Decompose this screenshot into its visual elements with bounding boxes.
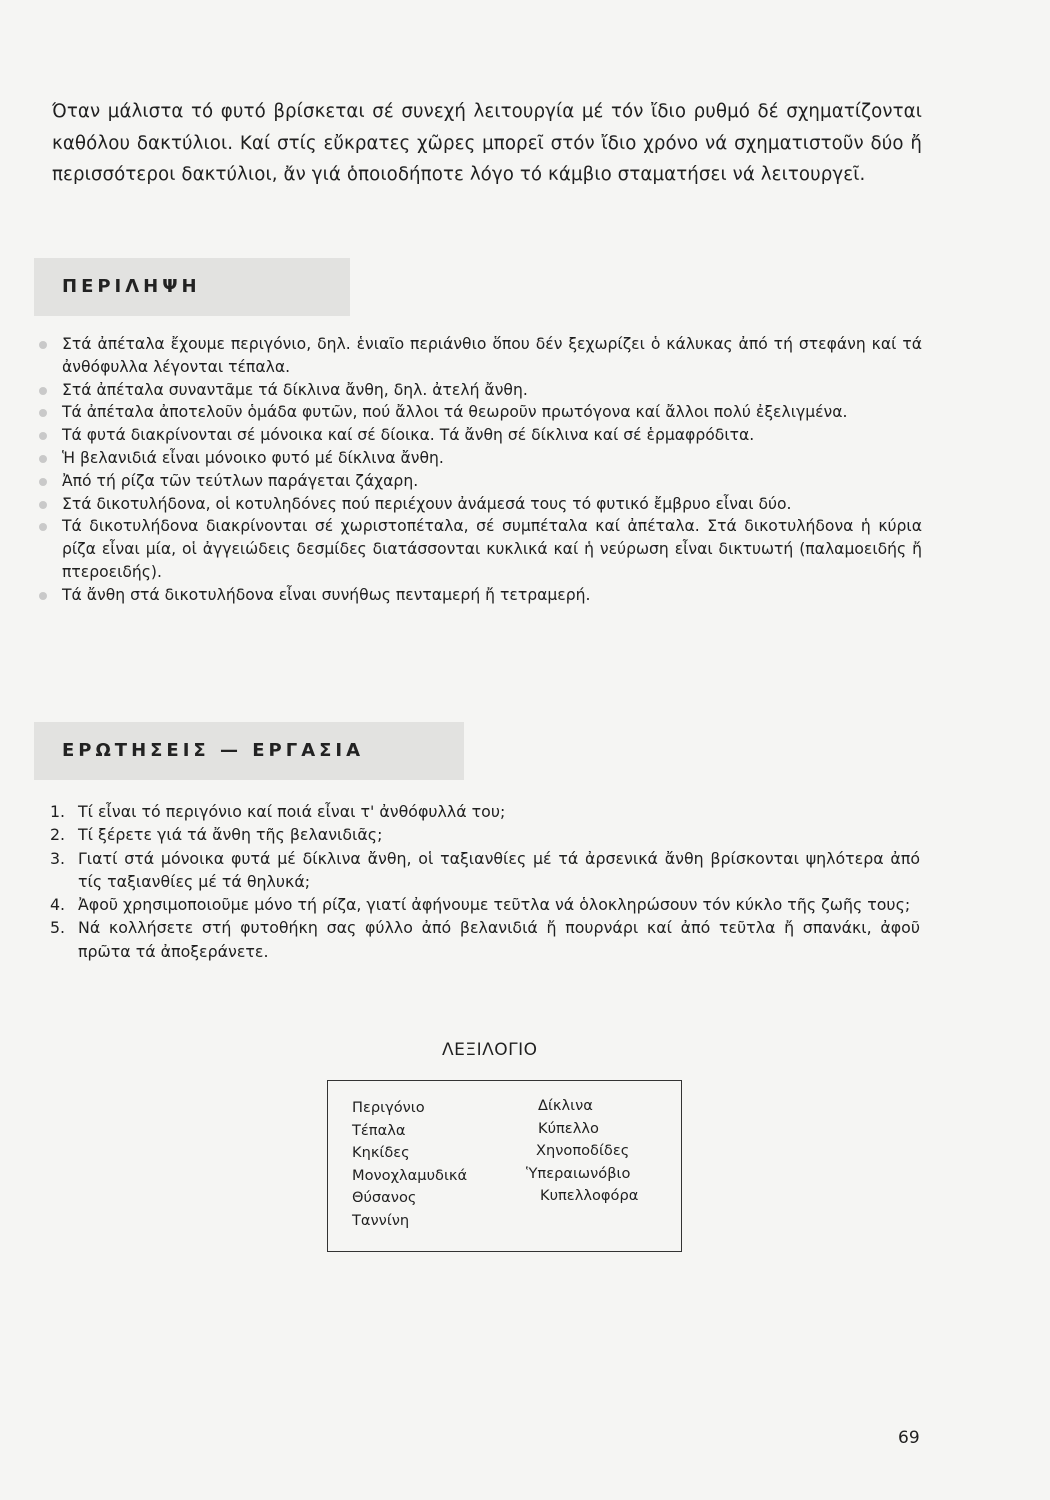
bullet-icon bbox=[39, 501, 47, 509]
summary-item: Στά ἀπέταλα συναντᾶμε τά δίκλινα ἄνθη, δηλ. ἀτελή ἄνθη. bbox=[62, 379, 922, 402]
bullet-icon bbox=[39, 455, 47, 463]
intro-text: Όταν μάλιστα τό φυτό βρίσκεται σέ συνεχή λειτουργία μέ τόν ἴδιο ρυθμό δέ σχηματίζονται καθόλου δακτύλιοι. Καί στίς εὔκρατες χῶρες μπορεῖ στόν ἴδιο χρόνο νά σχηματιστοῦν δύο ἤ περισσότεροι δακτύλιοι, ἄν γιά ὁποιοδήποτε λόγο τό κάμβιο σταματήσει νά λειτουργεῖ. bbox=[52, 101, 922, 185]
question-list bbox=[50, 800, 920, 963]
summary-item: Τά ἀπέταλα ἀποτελοῦν ὁμάδα φυτῶν, πού ἄλλοι τά θεωροῦν πρωτόγονα καί ἄλλοι πολύ ἐξελιγμένα. bbox=[62, 401, 922, 424]
summary-item: Τά δικοτυλήδονα διακρίνονται σέ χωριστοπέταλα, σέ συμπέταλα καί ἀπέταλα. Στά δικοτυλήδονα ἡ κύρια ρίζα εἶναι μία, οἱ ἀγγειώδεις δεσμίδες διατάσσονται κυκλικά καί ἡ νεύρωση εἶναι δικτυωτή (παλαμοειδής ἤ πτεροειδής). bbox=[62, 515, 922, 583]
vocabulary-term: Τέπαλα bbox=[352, 1121, 406, 1139]
summary-item: Ἡ βελανιδιά εἶναι μόνοικο φυτό μέ δίκλινα ἄνθη. bbox=[62, 447, 922, 470]
question-number: 3. bbox=[50, 848, 66, 868]
vocabulary-term: Κηκίδες bbox=[352, 1144, 410, 1162]
summary-item: Στά δικοτυλήδονα, οἱ κοτυληδόνες πού περιέχουν ἀνάμεσά τους τό φυτικό ἔμβρυο εἶναι δύο. bbox=[62, 493, 922, 516]
bullet-icon bbox=[39, 478, 47, 486]
vocabulary-term: Κυπελλοφόρα bbox=[540, 1187, 639, 1205]
question-text: Νά κολλήσετε στή φυτοθήκη σας φύλλο ἀπό βελανιδιά ἤ πουρνάρι καί ἀπό τεῦτλα ἤ σπανάκι, ἀφοῦ πρῶτα τά ἀποξεράνετε. bbox=[78, 918, 920, 961]
vocabulary-term: Θύσανος bbox=[352, 1189, 417, 1207]
question-text: Τί εἶναι τό περιγόνιο καί ποιά εἶναι τ' ἀνθόφυλλά του; bbox=[78, 802, 506, 821]
summary-item: Τά φυτά διακρίνονται σέ μόνοικα καί σέ δίοικα. Τά ἄνθη σέ δίκλινα καί σέ ἑρμαφρόδιτα. bbox=[62, 424, 922, 447]
vocabulary-term: Μονοχλαμυδικά bbox=[352, 1166, 468, 1184]
bullet-icon bbox=[39, 523, 47, 531]
question-item bbox=[50, 847, 920, 894]
bullet-icon bbox=[39, 409, 47, 417]
question-text: Ἀφοῦ χρησιμοποιοῦμε μόνο τή ρίζα, γιατί ἀφήνουμε τεῦτλα νά ὁλοκληρώσουν τόν κύκλο τῆς ζωῆς τους; bbox=[78, 895, 911, 915]
vocabulary-term: Δίκλινα bbox=[538, 1097, 593, 1114]
bullet-icon bbox=[39, 387, 47, 395]
question-number: 2. bbox=[50, 825, 66, 845]
question-item bbox=[50, 800, 920, 823]
page-number: 69 bbox=[898, 1428, 920, 1448]
vocabulary-box bbox=[327, 1080, 682, 1252]
question-item bbox=[50, 916, 920, 963]
vocabulary-term: Κύπελλο bbox=[538, 1119, 599, 1137]
question-item bbox=[50, 823, 920, 846]
question-number: 4. bbox=[50, 895, 66, 915]
question-number: 5. bbox=[50, 918, 66, 938]
summary-list bbox=[62, 333, 922, 607]
summary-item: Τά ἄνθη στά δικοτυλήδονα εἶναι συνήθως πενταμερή ἤ τετραμερή. bbox=[62, 584, 922, 607]
questions-section-header bbox=[34, 722, 464, 780]
vocabulary-title: ΛΕΞΙΛΟΓΙΟ bbox=[442, 1040, 538, 1060]
vocabulary-left-column bbox=[352, 1097, 467, 1233]
vocabulary-term: Περιγόνιο bbox=[352, 1099, 425, 1116]
vocabulary-term: Ὑπεραιωνόβιο bbox=[526, 1164, 631, 1182]
intro-paragraph bbox=[52, 96, 922, 191]
bullet-icon bbox=[39, 592, 47, 600]
vocabulary-term: Χηνοποδίδες bbox=[536, 1142, 630, 1160]
questions-title: ΕΡΩΤΗΣΕΙΣ — ΕΡΓΑΣΙΑ bbox=[62, 740, 365, 761]
bullet-icon bbox=[39, 432, 47, 440]
summary-section-header bbox=[34, 258, 350, 316]
question-item bbox=[50, 893, 920, 916]
vocabulary-term: Ταννίνη bbox=[352, 1211, 410, 1229]
question-number: 1. bbox=[50, 802, 66, 821]
summary-item: Στά ἀπέταλα ἔχουμε περιγόνιο, δηλ. ἑνιαῖο περιάνθιο ὅπου δέν ξεχωρίζει ὁ κάλυκας ἀπό τή στεφάνη καί τά ἀνθόφυλλα λέγονται τέπαλα. bbox=[62, 333, 922, 379]
summary-item: Ἀπό τή ρίζα τῶν τεύτλων παράγεται ζάχαρη. bbox=[62, 470, 922, 493]
summary-title: ΠΕΡΙΛΗΨΗ bbox=[62, 276, 201, 297]
bullet-icon bbox=[39, 341, 47, 349]
question-text: Τί ξέρετε γιά τά ἄνθη τῆς βελανιδιᾶς; bbox=[78, 825, 383, 845]
question-text: Γιατί στά μόνοικα φυτά μέ δίκλινα ἄνθη, οἱ ταξιανθίες μέ τά ἀρσενικά ἄνθη βρίσκονται ψηλότερα ἀπό τίς ταξιανθίες μέ τά θηλυκά; bbox=[78, 848, 920, 891]
vocabulary-right-column bbox=[510, 1095, 638, 1208]
